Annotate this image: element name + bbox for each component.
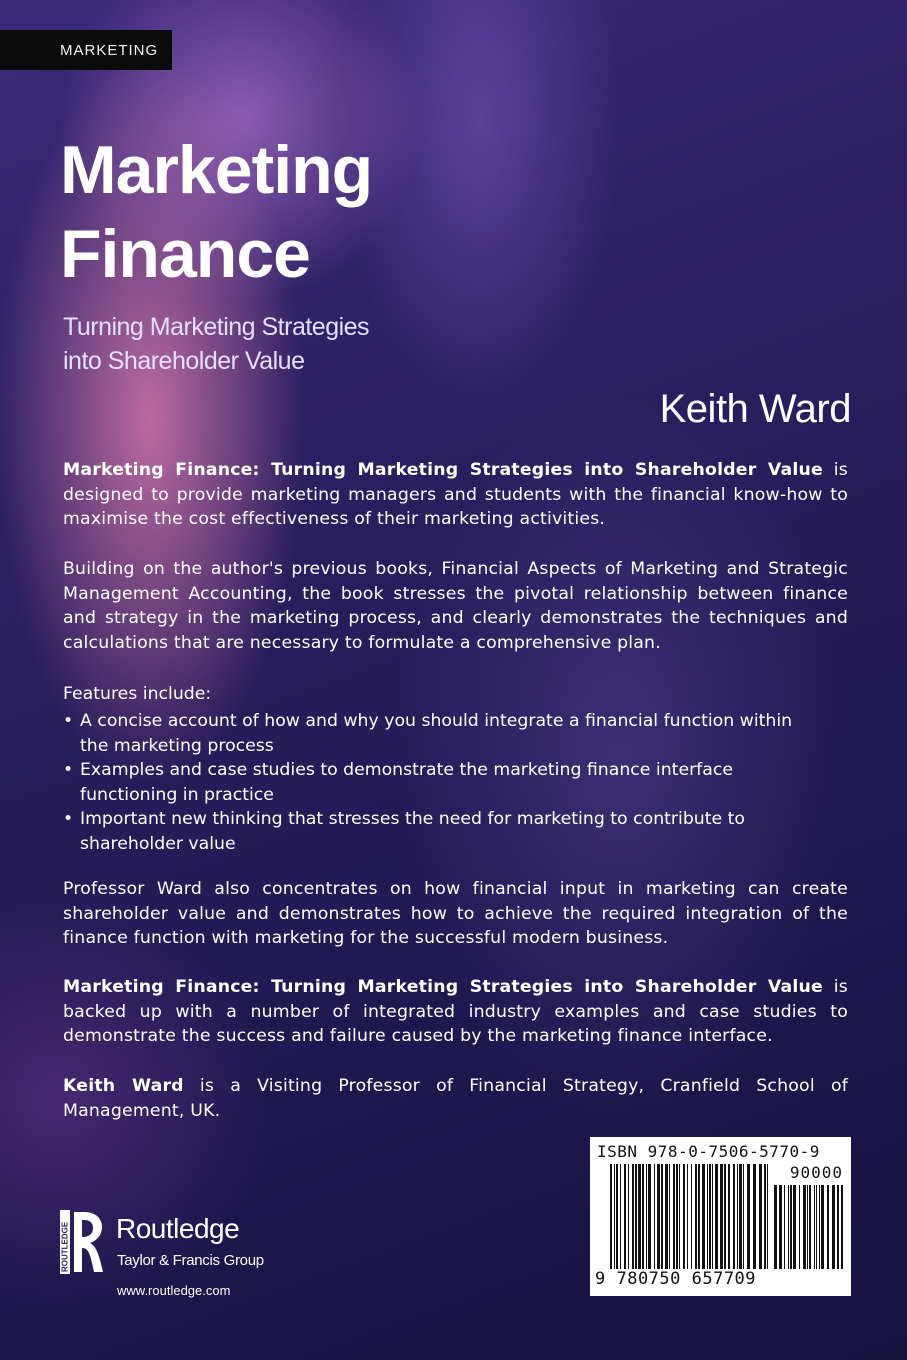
barcode-bar: [695, 1164, 697, 1269]
barcode-bar: [702, 1164, 705, 1269]
barcode-bar: [790, 1185, 792, 1269]
barcode-bar: [648, 1164, 651, 1269]
barcode-bar: [661, 1164, 663, 1269]
barcode-bar: [779, 1185, 782, 1269]
blurb-paragraph-1-text: is designed to provide marketing managers and students with the financial know-how to maximise the cost effectiveness of their marketing activities.: [63, 460, 848, 530]
svg-text:ROUTLEDGE: ROUTLEDGE: [60, 1221, 70, 1272]
barcode-bar: [799, 1185, 800, 1269]
feature-text: Important new thinking that stresses the need for marketing to contribute to shareholder value: [80, 809, 745, 854]
list-item: [63, 758, 823, 807]
barcode-bar: [774, 1185, 777, 1269]
barcode-bar: [676, 1164, 678, 1269]
blurb-paragraph-4: [63, 975, 848, 1049]
barcode-bar: [759, 1164, 762, 1269]
barcode-digits: 9 780750 657709: [595, 1269, 757, 1289]
barcode-bar: [707, 1164, 708, 1269]
title-line-2: Finance: [60, 216, 310, 292]
barcode-bar: [788, 1185, 789, 1269]
isbn-label: ISBN 978-0-7506-5770-9: [597, 1142, 820, 1161]
barcode-bar: [821, 1185, 824, 1269]
features-list: [63, 709, 823, 857]
blurb-paragraph-4-text: is backed up with a number of integrated industry examples and case studies to demonstrate the success and failure caused by the marketing finance interface.: [63, 977, 848, 1047]
barcode-bar: [747, 1164, 750, 1269]
barcode-bar: [832, 1185, 835, 1269]
bullet-icon: •: [63, 711, 74, 731]
book-title: [60, 128, 372, 296]
barcode-bar: [638, 1164, 641, 1269]
barcode-bar: [620, 1164, 621, 1269]
barcode-bar: [803, 1185, 806, 1269]
price-code: 90000: [789, 1163, 843, 1182]
barcode-bar: [809, 1185, 811, 1269]
barcode-bar: [646, 1164, 647, 1269]
blurb-paragraph-2: Building on the author's previous books, Financial Aspects of Marketing and Strategic Management Accounting, the book stresses the pivotal relationship between finance and strategy in the marketing process, and clearly demonstrates the techniques and calculations that are necessary to formulate a comprehensive plan.: [63, 559, 848, 653]
barcode-bar: [739, 1164, 742, 1269]
barcode-bar: [683, 1164, 685, 1269]
blurb-paragraph-3: Professor Ward also concentrates on how financial input in marketing can create shareholder value and demonstrates how to achieve the required integration of the finance function with marketing for the successful modern business.: [63, 879, 848, 949]
barcode-bar: [720, 1164, 723, 1269]
publisher-name: Routledge: [116, 1213, 240, 1244]
publisher-url: www.routledge.com: [117, 1283, 231, 1298]
barcode-bar: [764, 1164, 766, 1269]
barcode-bar: [657, 1164, 660, 1269]
barcode-bar: [807, 1185, 808, 1269]
barcode-bar: [610, 1164, 612, 1269]
barcode-bar: [816, 1185, 817, 1269]
isbn-barcode: [590, 1137, 851, 1296]
barcode-bar: [793, 1185, 796, 1269]
category-label: MARKETING: [0, 30, 172, 70]
barcode-bar: [665, 1164, 668, 1269]
barcode-bar: [712, 1164, 713, 1269]
blurb-book-title-bold-2: Marketing Finance: Turning Marketing Strategies into Shareholder Value: [63, 977, 823, 997]
barcode-bar: [632, 1164, 634, 1269]
bullet-icon: •: [63, 809, 74, 830]
barcode-bar: [753, 1164, 756, 1269]
author-bio-text: is a Visiting Professor of Financial Strategy, Cranfield School of Management, UK.: [63, 1076, 848, 1121]
blurb-book-title-bold: Marketing Finance: Turning Marketing Strategies into Shareholder Value: [63, 460, 823, 480]
title-line-1: Marketing: [60, 132, 373, 208]
barcode-bar: [698, 1164, 700, 1269]
barcode-bar: [624, 1164, 626, 1269]
barcode-bar: [737, 1164, 738, 1269]
barcode-bar: [767, 1164, 768, 1269]
book-subtitle: [63, 310, 369, 378]
barcode-bar: [814, 1185, 815, 1269]
barcode-bar: [724, 1164, 726, 1269]
barcode-bar: [827, 1185, 829, 1269]
feature-text: A concise account of how and why you should integrate a financial function within the marketing process: [80, 711, 793, 756]
barcode-bar: [819, 1185, 820, 1269]
bullet-icon: •: [63, 760, 74, 781]
barcode-bar: [691, 1164, 692, 1269]
barcode-bars-icon: [610, 1164, 770, 1269]
author-bio: [63, 1074, 848, 1123]
features-heading: Features include:: [63, 684, 212, 704]
barcode-bar: [673, 1164, 675, 1269]
barcode-bar: [669, 1164, 670, 1269]
barcode-bar: [679, 1164, 680, 1269]
routledge-logo-icon: [60, 1210, 104, 1274]
barcode-bar: [837, 1185, 839, 1269]
list-item: [63, 807, 823, 856]
list-item: [63, 709, 823, 758]
blurb-paragraph-1: [63, 458, 848, 532]
barcode-bar: [635, 1164, 637, 1269]
barcode-bar: [616, 1164, 618, 1269]
author-bio-name: Keith Ward: [63, 1076, 184, 1096]
barcode-bar: [841, 1185, 843, 1269]
barcode-bar: [743, 1164, 744, 1269]
barcode-bar: [642, 1164, 644, 1269]
subtitle-line-2: into Shareholder Value: [63, 347, 305, 375]
barcode-bar: [728, 1164, 730, 1269]
barcode-bar: [709, 1164, 711, 1269]
barcode-bar: [733, 1164, 735, 1269]
publisher-group: Taylor & Francis Group: [117, 1252, 264, 1269]
barcode-bar: [614, 1164, 615, 1269]
subtitle-line-1: Turning Marketing Strategies: [63, 313, 370, 341]
barcode-bar: [654, 1164, 655, 1269]
barcode-bar: [784, 1185, 785, 1269]
barcode-addon-bars-icon: [774, 1185, 844, 1269]
feature-text: Examples and case studies to demonstrate the marketing finance interface functioning in practice: [80, 760, 733, 805]
author-name: Keith Ward: [659, 387, 851, 431]
barcode-bar: [628, 1164, 629, 1269]
barcode-bar: [715, 1164, 718, 1269]
barcode-bar: [687, 1164, 688, 1269]
